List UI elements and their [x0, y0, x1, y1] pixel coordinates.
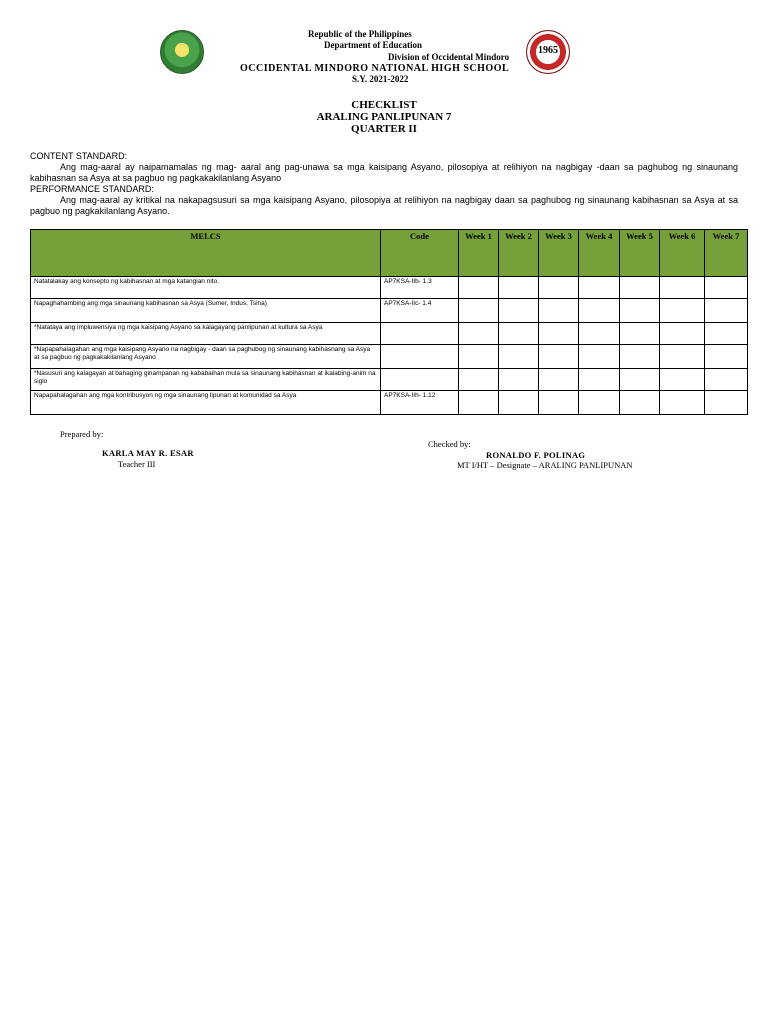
week-cell[interactable] — [499, 299, 539, 323]
week-cell[interactable] — [499, 345, 539, 369]
week-cell[interactable] — [579, 345, 620, 369]
week-cell[interactable] — [459, 391, 499, 415]
week-cell[interactable] — [660, 369, 705, 391]
week-cell[interactable] — [705, 369, 748, 391]
week-cell[interactable] — [459, 345, 499, 369]
week-cell[interactable] — [539, 391, 579, 415]
prepared-by-name: KARLA MAY R. ESAR — [102, 448, 194, 458]
deped-division-logo — [160, 30, 204, 74]
week-cell[interactable] — [459, 323, 499, 345]
week-cell[interactable] — [620, 345, 660, 369]
week-cell[interactable] — [499, 369, 539, 391]
title-checklist: CHECKLIST — [351, 99, 417, 111]
week-cell[interactable] — [620, 369, 660, 391]
checked-by-title: MT I/HT – Designate – ARALING PANLIPUNAN — [457, 460, 633, 470]
table-row — [31, 369, 748, 391]
week-cell[interactable] — [459, 369, 499, 391]
header-week-4: Week 4 — [579, 230, 620, 277]
melc-cell: *Natataya ang impluwensiya ng mga kaisipang Asyano sa kalagayang panlipunan at kultura sa Asya — [31, 323, 381, 345]
week-cell[interactable] — [660, 323, 705, 345]
week-cell[interactable] — [579, 369, 620, 391]
code-cell — [381, 323, 459, 345]
week-cell[interactable] — [459, 299, 499, 323]
week-cell[interactable] — [705, 277, 748, 299]
school-seal-logo — [526, 30, 570, 74]
code-cell: AP7KSA-IIc- 1.4 — [381, 299, 459, 323]
content-standard-text: Ang mag-aaral ay naipamamalas ng mag- aaral ang pag-unawa sa mga kaisipang Asyano, pilosopiya at relihiyon na nagbigay -daan sa paghubog ng sinaunang kabihasnan sa Asya at sa pagbuo ng pagkakakilanlang Asyano — [30, 162, 738, 183]
header-week-7: Week 7 — [705, 230, 748, 277]
table-row — [31, 391, 748, 415]
week-cell[interactable] — [499, 391, 539, 415]
prepared-by-label: Prepared by: — [60, 429, 104, 439]
checked-by-name: RONALDO F. POLINAG — [486, 450, 586, 460]
title-subject: ARALING PANLIPUNAN 7 — [316, 111, 452, 123]
week-cell[interactable] — [499, 277, 539, 299]
code-cell — [381, 369, 459, 391]
title-quarter: QUARTER II — [351, 123, 417, 135]
week-cell[interactable] — [660, 391, 705, 415]
week-cell[interactable] — [579, 299, 620, 323]
prepared-by-title: Teacher III — [118, 459, 156, 469]
code-cell: AP7KSA-IIh- 1.12 — [381, 391, 459, 415]
week-cell[interactable] — [620, 277, 660, 299]
week-cell[interactable] — [539, 345, 579, 369]
header-week-3: Week 3 — [539, 230, 579, 277]
week-cell[interactable] — [579, 277, 620, 299]
week-cell[interactable] — [620, 299, 660, 323]
week-cell[interactable] — [579, 391, 620, 415]
table-row — [31, 299, 748, 323]
week-cell[interactable] — [539, 299, 579, 323]
header-melcs: MELCS — [31, 230, 381, 277]
week-cell[interactable] — [660, 345, 705, 369]
header-code: Code — [381, 230, 459, 277]
week-cell[interactable] — [539, 323, 579, 345]
melc-cell: Napaghahambing ang mga sinaunang kabihasnan sa Asya (Sumer, Indus, Tsina) — [31, 299, 381, 323]
week-cell[interactable] — [459, 277, 499, 299]
week-cell[interactable] — [705, 299, 748, 323]
week-cell[interactable] — [539, 369, 579, 391]
melcs-checklist-table — [30, 229, 748, 415]
header-week-2: Week 2 — [499, 230, 539, 277]
content-standard-label: CONTENT STANDARD: — [30, 151, 128, 161]
checked-by-label: Checked by: — [428, 439, 471, 449]
melc-cell: *Nasusuri ang kalagayan at bahaging ginampanan ng kababaihan mula sa sinaunang kabihasnan at ikalabing-anim na siglo — [31, 369, 381, 391]
week-cell[interactable] — [705, 391, 748, 415]
melc-cell: Napapahalagahan ang mga kontribusyon ng mga sinaunang lipunan at komunidad sa Asya — [31, 391, 381, 415]
header-week-6: Week 6 — [660, 230, 705, 277]
performance-standard-label: PERFORMANCE STANDARD: — [30, 184, 154, 194]
week-cell[interactable] — [705, 345, 748, 369]
week-cell[interactable] — [705, 323, 748, 345]
header-week-5: Week 5 — [620, 230, 660, 277]
week-cell[interactable] — [539, 277, 579, 299]
school-year: S.Y. 2021-2022 — [352, 74, 409, 84]
republic-line: Republic of the Philippines — [308, 29, 412, 39]
melc-cell: Natatalakay ang konsepto ng kabihasnan at mga katangian nito. — [31, 277, 381, 299]
week-cell[interactable] — [660, 299, 705, 323]
code-cell: AP7KSA-IIb- 1.3 — [381, 277, 459, 299]
department-line: Department of Education — [324, 40, 422, 50]
performance-standard-text: Ang mag-aaral ay kritikal na nakapagsusuri sa mga kaisipang Asyano, pilosopiya at relihiyon na nagbigay daan sa paghubog ng sinaunang kabihasnan sa Asya at sa pagbuo ng pagkakilanlang Asyano. — [30, 195, 738, 216]
week-cell[interactable] — [579, 323, 620, 345]
week-cell[interactable] — [499, 323, 539, 345]
week-cell[interactable] — [660, 277, 705, 299]
table-row — [31, 277, 748, 299]
division-line: Division of Occidental Mindoro — [388, 52, 510, 62]
week-cell[interactable] — [620, 391, 660, 415]
header-week-1: Week 1 — [459, 230, 499, 277]
seal-year: 1965 — [538, 45, 558, 56]
melc-cell: *Napapahalagahan ang mga kaisipang Asyano na nagbigay - daan sa paghubog ng sinaunang kabihasnang sa Asya at sa pagbuo ng pagkakakilanlang Asyano — [31, 345, 381, 369]
table-header-row — [31, 230, 748, 277]
week-cell[interactable] — [620, 323, 660, 345]
code-cell — [381, 345, 459, 369]
school-name: OCCIDENTAL MINDORO NATIONAL HIGH SCHOOL — [240, 63, 510, 74]
table-row — [31, 323, 748, 345]
table-row — [31, 345, 748, 369]
